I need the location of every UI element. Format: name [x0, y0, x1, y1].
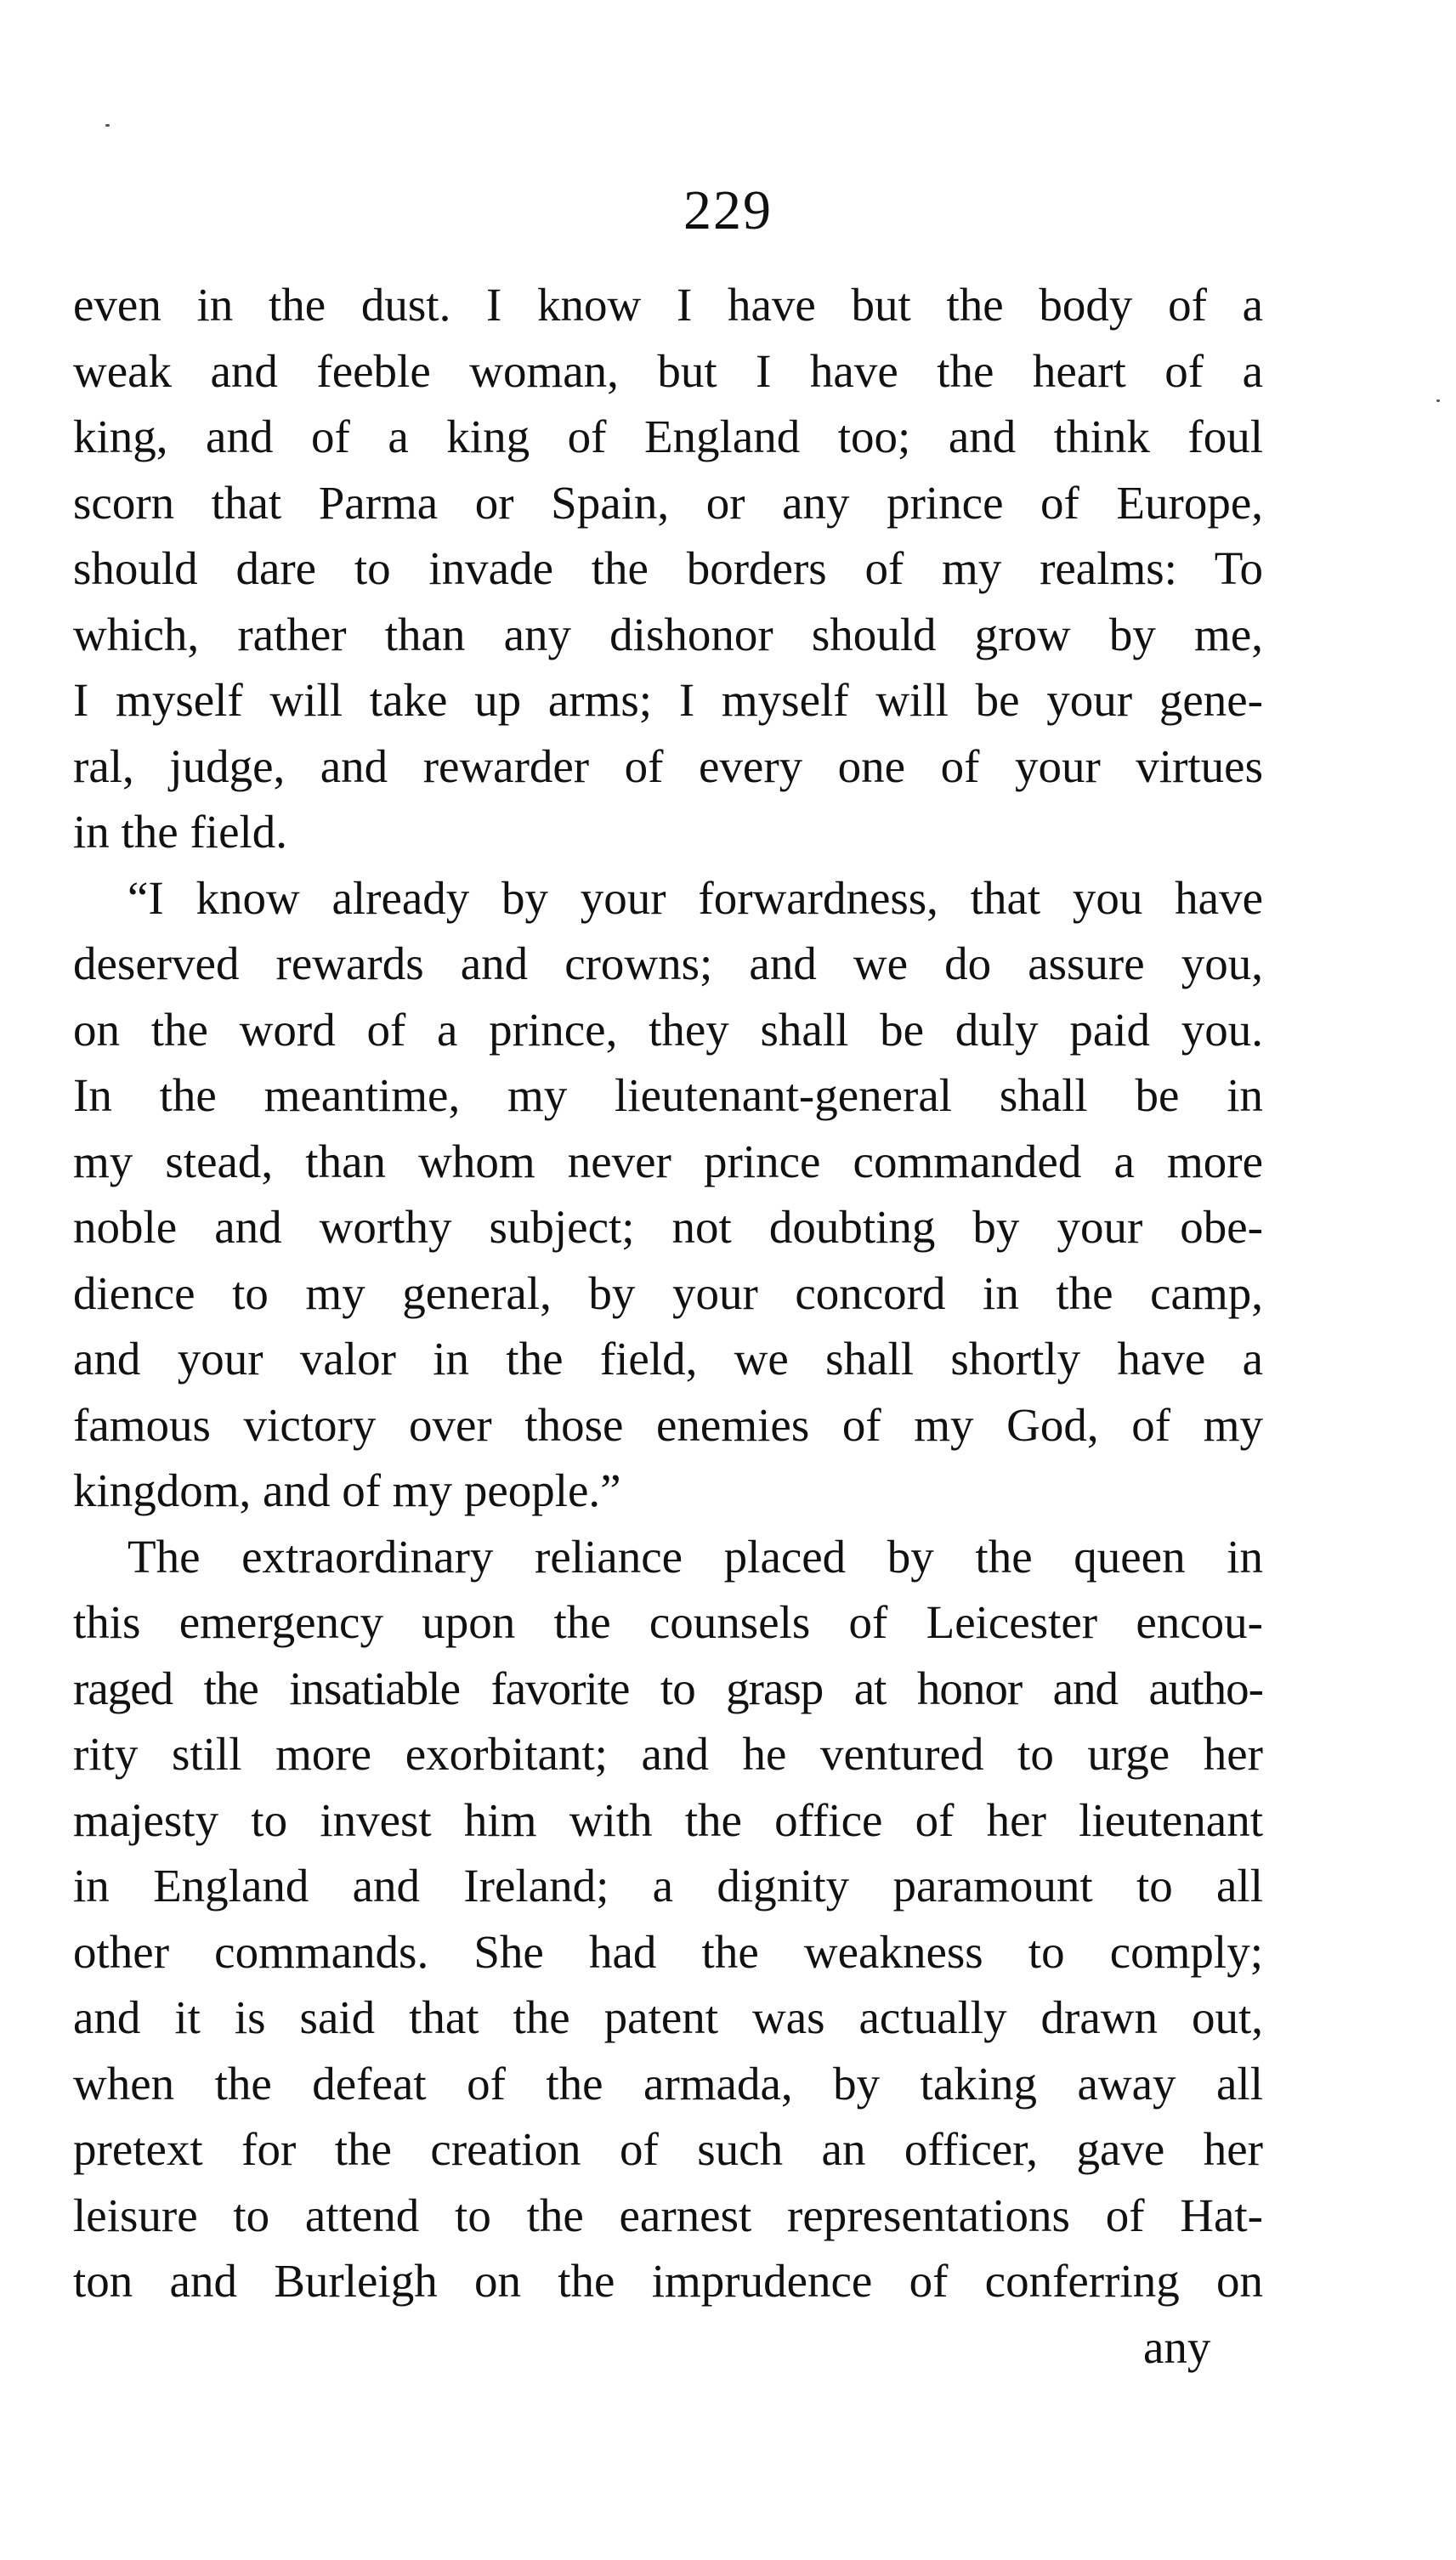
text-line: majesty to invest him with the office of her lieutenant [73, 1793, 1263, 1846]
text-line: dience to my general, by your concord in the camp, [73, 1266, 1263, 1319]
text-line: other commands. She had the weakness to comply; [73, 1925, 1263, 1978]
text-line: rity still more exorbitant; and he ventured to urge her [73, 1728, 1263, 1780]
text-line: leisure to attend to the earnest representations of Hat- [73, 2189, 1263, 2241]
text-line: In the meantime, my lieutenant-general shall be in [73, 1069, 1263, 1121]
paragraph-first-line: The extraordinary reliance placed by the queen in [127, 1530, 1263, 1583]
text-line: should dare to invade the borders of my realms: To [73, 542, 1263, 594]
ink-speck [105, 124, 110, 127]
text-line: pretext for the creation of such an officer, gave her [73, 2123, 1263, 2175]
text-line: king, and of a king of England too; and think foul [73, 411, 1263, 462]
text-line: on the word of a prince, they shall be duly paid you. [73, 1003, 1263, 1056]
text-line: and your valor in the field, we shall shortly have a [73, 1333, 1263, 1385]
text-line: and it is said that the patent was actually drawn out, [73, 1991, 1263, 2043]
text-line: raged the insatiable favorite to grasp at honor and autho- [73, 1662, 1263, 1714]
text-line: even in the dust. I know I have but the body of a [73, 279, 1263, 331]
text-line: famous victory over those enemies of my God, of my [73, 1398, 1263, 1451]
body-text [73, 272, 1263, 2314]
text-line: deserved rewards and crowns; and we do assure you, [73, 937, 1263, 989]
text-line: when the defeat of the armada, by taking away all [73, 2057, 1263, 2110]
text-line: kingdom, and of my people.” [73, 1464, 621, 1516]
page-number: 229 [683, 179, 773, 241]
text-line: in the field. [73, 806, 288, 858]
ink-speck [1436, 399, 1440, 402]
text-line: scorn that Parma or Spain, or any prince of Europe, [73, 476, 1263, 529]
text-line: ral, judge, and rewarder of every one of your virtues [73, 739, 1263, 792]
text-line: my stead, than whom never prince commanded a more [73, 1135, 1263, 1187]
text-line: in England and Ireland; a dignity paramount to all [73, 1860, 1263, 1912]
text-line: ton and Burleigh on the imprudence of conferring on [73, 2255, 1263, 2307]
text-line: which, rather than any dishonor should grow by me, [73, 608, 1263, 660]
text-line: I myself will take up arms; I myself will be your gene- [73, 674, 1263, 726]
text-line: this emergency upon the counsels of Leicester encou- [73, 1596, 1263, 1648]
paragraph-first-line: “I know already by your forwardness, that you have [127, 871, 1263, 924]
text-line: noble and worthy subject; not doubting by your obe- [73, 1201, 1263, 1253]
text-line: weak and feeble woman, but I have the heart of a [73, 344, 1263, 397]
catchword: any [1143, 2321, 1211, 2373]
